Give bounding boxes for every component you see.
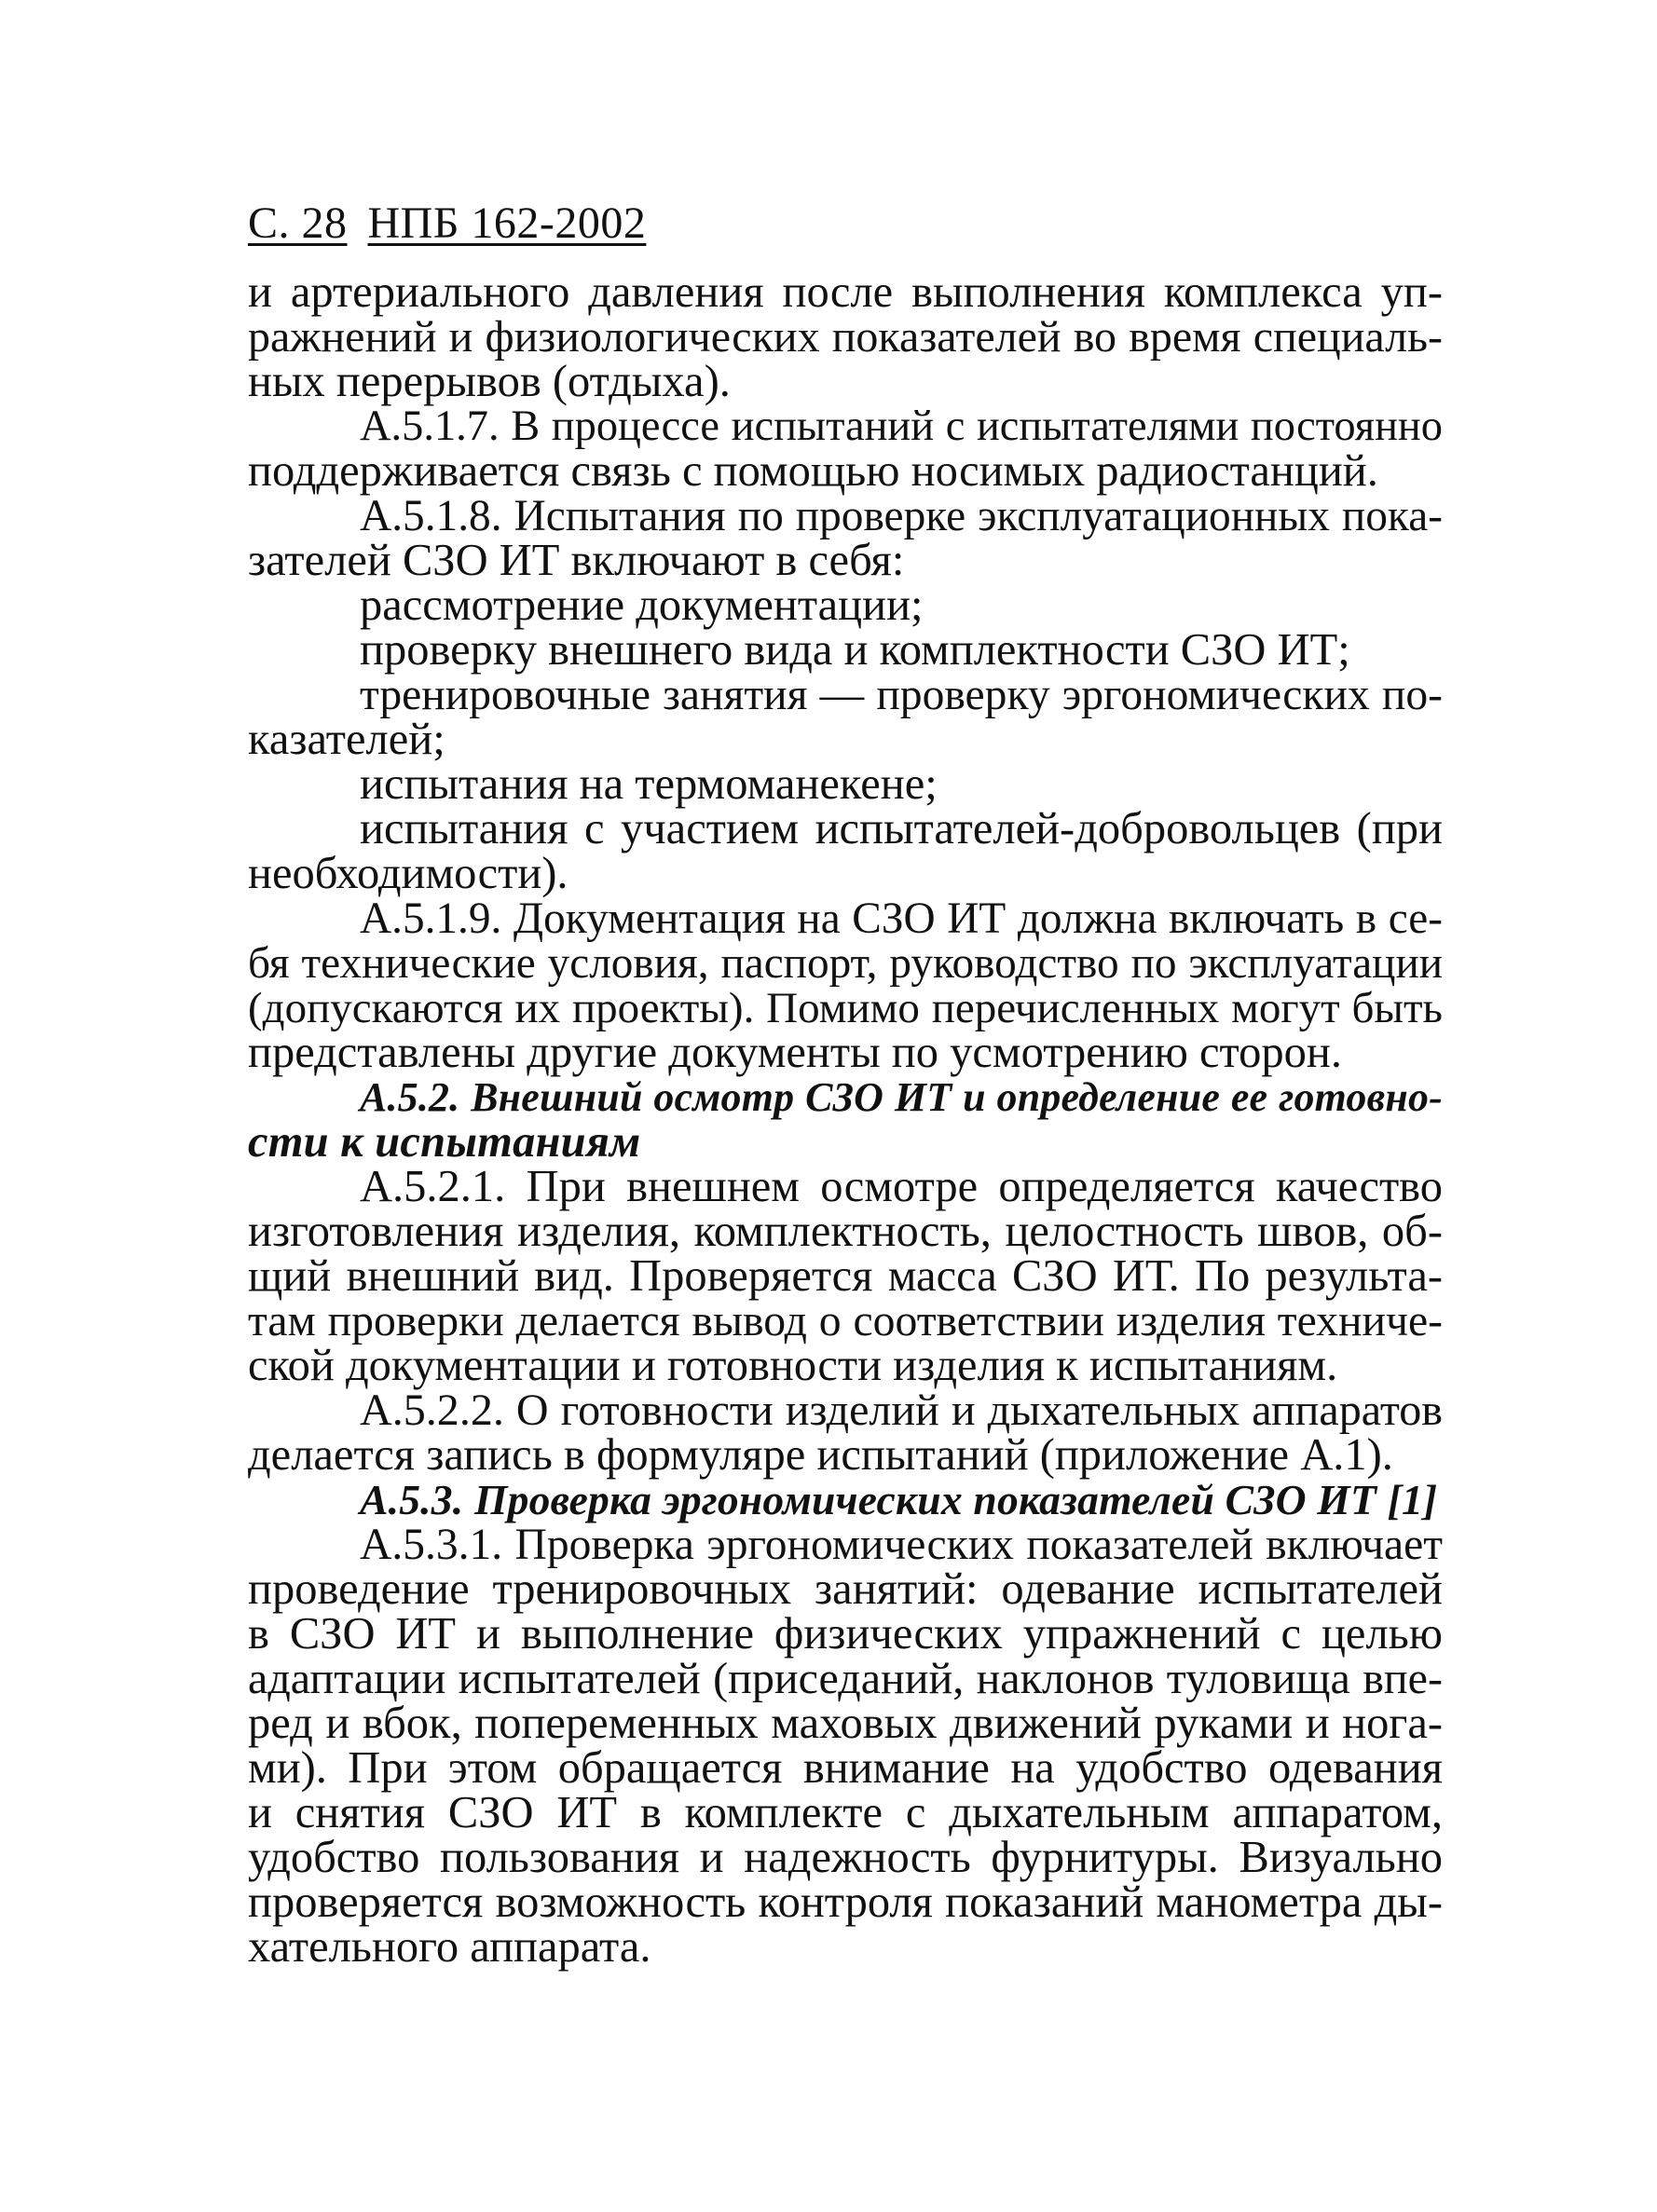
text-line: проверяется возможность контроля показаний манометра ды- (248, 1877, 1443, 1927)
text-line: делается запись в формуляре испытаний (приложение А.1). (248, 1430, 1393, 1480)
text-line: и снятия СЗО ИТ в комплекте с дыхательным аппаратом, (248, 1788, 1443, 1837)
text-line: изготовления изделия, комплектность, целостность швов, об- (248, 1207, 1443, 1256)
header-underline (248, 198, 646, 250)
text-line: проведение тренировочных занятий: одевание испытателей (248, 1564, 1443, 1614)
text-line: (допускаются их проекты). Помимо перечисленных могут быть (248, 984, 1443, 1032)
list-item: испытания на термоманекене; (360, 759, 938, 809)
list-item: испытания с участием испытателей-добровольцев (при (360, 804, 1443, 853)
text-line: казателей; (248, 715, 445, 764)
text-line: ской документации и готовности изделия к испытаниям. (248, 1341, 1338, 1390)
text-line: адаптации испытателей (приседаний, наклонов туловища впе- (248, 1654, 1443, 1703)
document-code: НПБ 162-2002 (367, 198, 647, 248)
text-line: представлены другие документы по усмотрению сторон. (248, 1028, 1342, 1077)
section-heading: сти к испытаниям (248, 1117, 641, 1167)
text-line: поддерживается связь с помощью носимых радиостанций. (248, 446, 1378, 496)
text-line: зателей СЗО ИТ включают в себя: (248, 536, 905, 585)
text-line: А.5.3.1. Проверка эргономических показателей включает (360, 1521, 1443, 1569)
text-line: А.5.1.7. В процессе испытаний с испытателями постоянно (360, 403, 1443, 450)
section-heading: А.5.3. Проверка эргономических показателей СЗО ИТ [1] (360, 1476, 1438, 1523)
text-line: А.5.2.2. О готовности изделий и дыхательных аппаратов (360, 1386, 1443, 1435)
list-item: рассмотрение документации; (360, 580, 924, 630)
text-line: необходимости). (248, 849, 568, 898)
text-line: хательного аппарата. (248, 1922, 651, 1972)
text-line: А.5.1.8. Испытания по проверке эксплуатационных пока- (360, 492, 1443, 540)
text-line: А.5.1.9. Документация на СЗО ИТ должна включать в се- (360, 894, 1443, 943)
text-line: щий внешний вид. Проверяется масса СЗО ИТ. По результа- (248, 1251, 1443, 1301)
document-body (248, 267, 1443, 1972)
text-line: там проверки делается вывод о соответствии изделия техниче- (248, 1297, 1443, 1345)
text-line: ред и вбок, попеременных маховых движений руками и нога- (248, 1699, 1443, 1748)
text-line: бя технические условия, паспорт, руководство по эксплуатации (248, 939, 1443, 988)
text-line: А.5.2.1. При внешнем осмотре определяется качество (360, 1162, 1443, 1211)
text-line: ми). При этом обращается внимание на удобство одевания (248, 1743, 1443, 1793)
text-line: и артериального давления после выполнения комплекса уп- (248, 267, 1443, 317)
section-heading: А.5.2. Внешний осмотр СЗО ИТ и определение ее готовно- (360, 1074, 1443, 1120)
text-line: в СЗО ИТ и выполнение физических упражнений с целью (248, 1609, 1443, 1659)
page-header (248, 198, 646, 250)
text-line: удобство пользования и надежность фурнитуры. Визуально (248, 1833, 1443, 1882)
text-line: ных перерывов (отдыха). (248, 357, 731, 406)
text-line: ражнений и физиологических показателей во время специаль- (248, 312, 1443, 362)
list-item: тренировочные занятия — проверку эргономических по- (360, 671, 1443, 719)
page-number: С. 28 (248, 198, 348, 248)
list-item: проверку внешнего вида и комплектности СЗО ИТ; (360, 625, 1350, 675)
